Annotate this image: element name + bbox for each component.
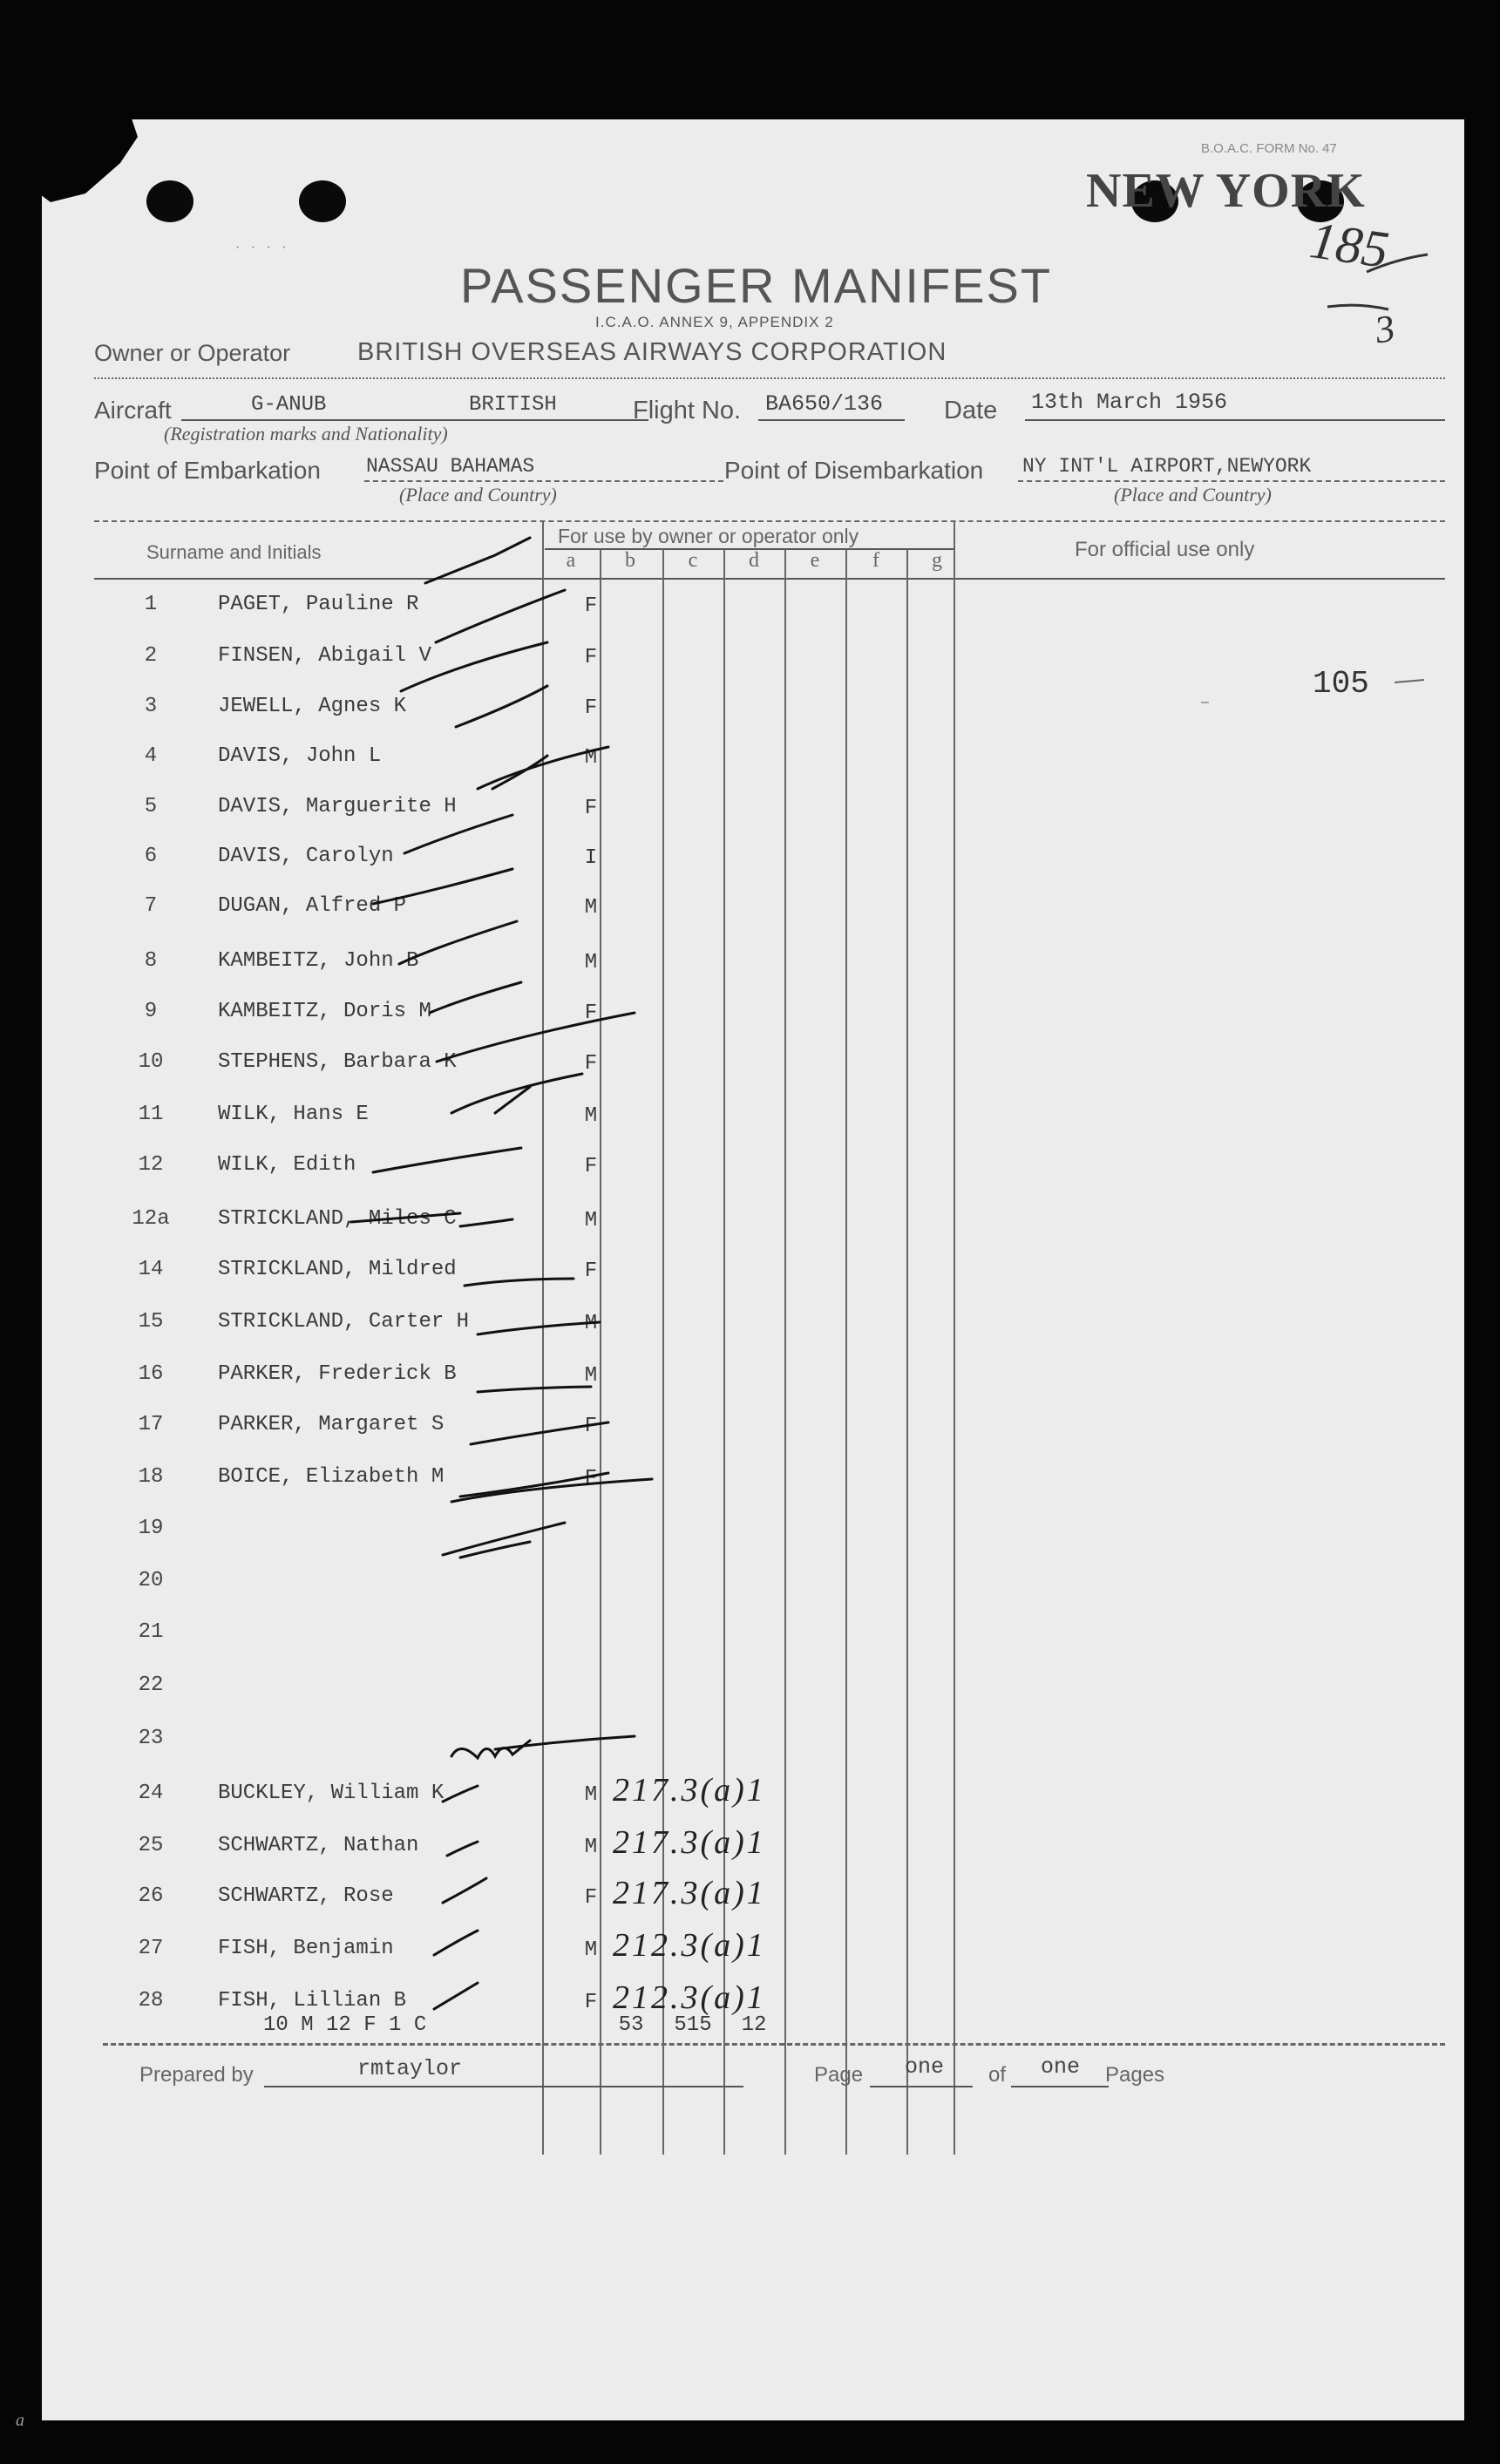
passenger-sex: M bbox=[584, 746, 598, 770]
passenger-name: FISH, Lillian B bbox=[218, 1989, 407, 2013]
passenger-name: WILK, Hans E bbox=[218, 1103, 369, 1126]
row-number: 7 bbox=[144, 894, 158, 918]
passenger-name: STRICKLAND, Carter H bbox=[218, 1310, 470, 1334]
page-value: one bbox=[905, 2054, 945, 2080]
disembark-caption: (Place and Country) bbox=[1114, 484, 1272, 506]
date-value: 13th March 1956 bbox=[1031, 390, 1228, 415]
passenger-name: KAMBEITZ, John B bbox=[218, 949, 419, 973]
passenger-sex: M bbox=[584, 1836, 598, 1859]
embark-caption: (Place and Country) bbox=[399, 484, 557, 506]
col-e: e bbox=[810, 549, 820, 572]
pages-label: Pages bbox=[1105, 2063, 1165, 2087]
row-number: 2 bbox=[144, 644, 158, 668]
passenger-code: 217.3(a)1 bbox=[613, 1824, 766, 1861]
dot-marks: · · · · bbox=[235, 240, 290, 255]
passenger-name: DUGAN, Alfred P bbox=[218, 894, 407, 918]
passenger-sex: F bbox=[584, 1155, 598, 1178]
passenger-name: STRICKLAND, Miles C bbox=[218, 1207, 457, 1231]
flight-label: Flight No. bbox=[633, 397, 742, 424]
handwritten-ref-small: 3 bbox=[1371, 306, 1399, 352]
row-number: 23 bbox=[138, 1727, 164, 1750]
col-b: b bbox=[625, 549, 635, 572]
row-number: 24 bbox=[138, 1782, 164, 1805]
passenger-sex: M bbox=[584, 951, 598, 974]
col-c: c bbox=[688, 549, 698, 572]
row-number: 5 bbox=[144, 795, 158, 818]
embark-value: NASSAU BAHAMAS bbox=[366, 455, 535, 478]
row-number: 10 bbox=[138, 1050, 164, 1074]
passenger-name: PAGET, Pauline R bbox=[218, 593, 419, 616]
summary-col-c: 515 bbox=[674, 2013, 712, 2037]
aircraft-caption: (Registration marks and Nationality) bbox=[164, 423, 448, 445]
passenger-sex: F bbox=[584, 1259, 598, 1283]
passenger-sex: F bbox=[584, 1415, 598, 1438]
passenger-sex: M bbox=[584, 896, 598, 920]
passenger-sex: F bbox=[584, 1052, 598, 1076]
passenger-sex: F bbox=[584, 1467, 598, 1490]
handwritten-ticks bbox=[42, 119, 1464, 2420]
row-number: 22 bbox=[138, 1673, 164, 1697]
summary-col-d: 12 bbox=[741, 2013, 767, 2037]
passenger-name: KAMBEITZ, Doris M bbox=[218, 1000, 431, 1023]
passenger-name: BUCKLEY, William K bbox=[218, 1782, 445, 1805]
passenger-name: PARKER, Margaret S bbox=[218, 1413, 445, 1436]
passenger-name: SCHWARTZ, Rose bbox=[218, 1884, 394, 1908]
passenger-name: FISH, Benjamin bbox=[218, 1937, 394, 1960]
passenger-name: DAVIS, Marguerite H bbox=[218, 795, 457, 818]
passenger-name: BOICE, Elizabeth M bbox=[218, 1465, 445, 1489]
disembark-value: NY INT'L AIRPORT,NEWYORK bbox=[1022, 455, 1312, 478]
owner-label: Owner or Operator bbox=[94, 340, 291, 366]
aircraft-label: Aircraft bbox=[94, 397, 172, 424]
margin-mark: a bbox=[16, 2411, 24, 2430]
passenger-code: 212.3(a)1 bbox=[613, 1927, 766, 1964]
page-subtitle: I.C.A.O. ANNEX 9, APPENDIX 2 bbox=[595, 314, 834, 330]
col-f: f bbox=[872, 549, 879, 572]
row-number: 19 bbox=[138, 1517, 164, 1540]
form-number: B.O.A.C. FORM No. 47 bbox=[1201, 141, 1337, 156]
passenger-sex: F bbox=[584, 1001, 598, 1025]
of-value: one bbox=[1041, 2054, 1081, 2080]
row-number: 9 bbox=[144, 1000, 158, 1023]
passenger-name: STEPHENS, Barbara K bbox=[218, 1050, 457, 1074]
col-owner-header: For use by owner or operator only bbox=[558, 525, 859, 547]
flight-value: BA650/136 bbox=[765, 391, 884, 417]
passenger-sex: M bbox=[584, 1364, 598, 1388]
passenger-sex: M bbox=[584, 1209, 598, 1232]
col-g: g bbox=[932, 549, 942, 572]
row-number: 11 bbox=[138, 1103, 164, 1126]
passenger-code: 217.3(a)1 bbox=[613, 1875, 766, 1911]
row-number: 28 bbox=[138, 1989, 164, 2013]
passenger-name: FINSEN, Abigail V bbox=[218, 644, 431, 668]
owner-value: BRITISH OVERSEAS AIRWAYS CORPORATION bbox=[357, 338, 947, 366]
passenger-name: DAVIS, Carolyn bbox=[218, 845, 394, 868]
passenger-sex: M bbox=[584, 1783, 598, 1807]
passenger-sex: F bbox=[584, 646, 598, 669]
page-title: PASSENGER MANIFEST bbox=[460, 258, 1053, 313]
summary-totals: 10 M 12 F 1 C bbox=[263, 2013, 427, 2037]
row-number: 20 bbox=[138, 1569, 164, 1592]
passenger-sex: M bbox=[584, 1104, 598, 1128]
official-note: 105 bbox=[1313, 666, 1369, 702]
row-number: 3 bbox=[144, 695, 158, 718]
passenger-sex: F bbox=[584, 696, 598, 720]
summary-col-b: 53 bbox=[618, 2013, 644, 2037]
passenger-sex: M bbox=[584, 1312, 598, 1335]
disembark-label: Point of Disembarkation bbox=[724, 457, 984, 484]
aircraft-nationality: BRITISH bbox=[469, 393, 557, 417]
row-number: 14 bbox=[138, 1258, 164, 1281]
row-number: 15 bbox=[138, 1310, 164, 1334]
row-number: 1 bbox=[144, 593, 158, 616]
date-label: Date bbox=[944, 397, 998, 424]
passenger-name: WILK, Edith bbox=[218, 1153, 356, 1177]
passenger-name: JEWELL, Agnes K bbox=[218, 695, 407, 718]
aircraft-registration: G-ANUB bbox=[251, 393, 327, 417]
row-number: 21 bbox=[138, 1620, 164, 1644]
col-surname-header: Surname and Initials bbox=[146, 541, 322, 563]
passenger-code: 212.3(a)1 bbox=[613, 1979, 766, 2016]
of-label: of bbox=[988, 2063, 1007, 2087]
passenger-name: PARKER, Frederick B bbox=[218, 1362, 457, 1386]
row-number: 12a bbox=[132, 1207, 170, 1231]
passenger-code: 217.3(a)1 bbox=[613, 1772, 766, 1809]
row-number: 18 bbox=[138, 1465, 164, 1489]
col-a: a bbox=[566, 549, 576, 572]
page-label: Page bbox=[814, 2063, 864, 2087]
passenger-sex: F bbox=[584, 1886, 598, 1910]
row-number: 17 bbox=[138, 1413, 164, 1436]
passenger-name: STRICKLAND, Mildred bbox=[218, 1258, 457, 1281]
row-number: 12 bbox=[138, 1153, 164, 1177]
passenger-sex: F bbox=[584, 797, 598, 820]
passenger-name: SCHWARTZ, Nathan bbox=[218, 1834, 419, 1857]
manifest-sheet bbox=[42, 119, 1464, 2420]
row-number: 16 bbox=[138, 1362, 164, 1386]
new-york-stamp: NEW YORK bbox=[1086, 164, 1366, 218]
row-number: 6 bbox=[144, 845, 158, 868]
passenger-sex: F bbox=[584, 1991, 598, 2014]
small-dash: – bbox=[1201, 695, 1209, 709]
prepared-label: Prepared by bbox=[139, 2063, 254, 2087]
row-number: 27 bbox=[138, 1937, 164, 1960]
row-number: 4 bbox=[144, 744, 158, 768]
col-d: d bbox=[749, 549, 759, 572]
passenger-sex: I bbox=[584, 846, 598, 870]
prepared-value: rmtaylor bbox=[357, 2056, 463, 2081]
passenger-sex: F bbox=[584, 594, 598, 618]
handwritten-ref: 185 bbox=[1306, 211, 1393, 279]
passenger-sex: M bbox=[584, 1938, 598, 1962]
col-official-header: For official use only bbox=[1075, 538, 1255, 561]
row-number: 8 bbox=[144, 949, 158, 973]
row-number: 26 bbox=[138, 1884, 164, 1908]
embark-label: Point of Embarkation bbox=[94, 457, 321, 484]
passenger-name: DAVIS, John L bbox=[218, 744, 382, 768]
row-number: 25 bbox=[138, 1834, 164, 1857]
